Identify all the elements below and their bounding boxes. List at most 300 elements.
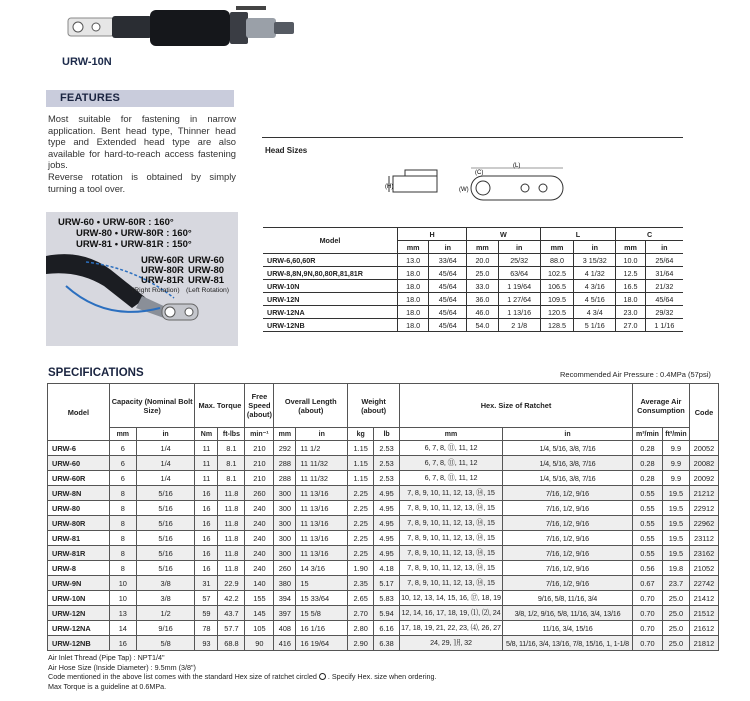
spec-cell: 11 13/16 bbox=[296, 546, 348, 561]
head-size-cell: 18.0 bbox=[616, 293, 645, 306]
spec-cell: 11 1/2 bbox=[296, 441, 348, 456]
head-size-model: URW-12NB bbox=[263, 319, 397, 332]
spec-cell: 7, 8, 9, 10, 11, 12, 13, ⑭, 15 bbox=[400, 531, 503, 546]
head-size-cell: 18.0 bbox=[397, 319, 429, 332]
spec-col-weight: Weight (about) bbox=[348, 384, 400, 428]
spec-col-air: Average Air Consumption bbox=[632, 384, 689, 428]
spec-cell: 6, 7, 8, ⑪, 11, 12 bbox=[400, 456, 503, 471]
spec-cell: 300 bbox=[274, 531, 296, 546]
spec-model: URW-12N bbox=[48, 606, 110, 621]
head-size-row bbox=[263, 319, 683, 332]
head-size-cell: 27.0 bbox=[616, 319, 645, 332]
head-size-cell: 45/64 bbox=[645, 293, 683, 306]
spec-unit: in bbox=[503, 428, 633, 441]
head-size-cell: 33/64 bbox=[429, 254, 467, 267]
spec-cell: 0.56 bbox=[632, 561, 662, 576]
tool-photo bbox=[60, 4, 300, 52]
head-unit: mm bbox=[467, 241, 499, 254]
spec-model: URW-6 bbox=[48, 441, 110, 456]
spec-cell: 0.70 bbox=[632, 636, 662, 651]
spec-cell: 22742 bbox=[689, 576, 718, 591]
spec-cell: 1/4 bbox=[136, 456, 195, 471]
spec-cell: 21052 bbox=[689, 561, 718, 576]
spec-cell: 23112 bbox=[689, 531, 718, 546]
spec-cell: 7, 8, 9, 10, 11, 12, 13, ⑭, 15 bbox=[400, 561, 503, 576]
spec-cell: 4.95 bbox=[374, 501, 400, 516]
spec-cell: 2.53 bbox=[374, 471, 400, 486]
spec-row bbox=[48, 531, 719, 546]
spec-cell: 7, 8, 9, 10, 11, 12, 13, ⑭, 15 bbox=[400, 486, 503, 501]
spec-cell: 5/8 bbox=[136, 636, 195, 651]
spec-cell: 210 bbox=[245, 471, 274, 486]
spec-cell: 11.8 bbox=[218, 561, 245, 576]
spec-cell: 11 13/16 bbox=[296, 531, 348, 546]
right-model-2: URW-80 bbox=[188, 265, 225, 276]
spec-cell: 2.53 bbox=[374, 441, 400, 456]
spec-cell: 43.7 bbox=[218, 606, 245, 621]
spec-cell: 10 bbox=[109, 591, 136, 606]
spec-cell: 155 bbox=[245, 591, 274, 606]
angle-line-2: URW-80 • URW-80R : 160° bbox=[76, 228, 192, 239]
head-sizes-body bbox=[263, 254, 683, 332]
spec-cell: 16 bbox=[195, 516, 218, 531]
spec-cell: 0.28 bbox=[632, 456, 662, 471]
spec-cell: 14 bbox=[109, 621, 136, 636]
spec-cell: 5/8, 11/16, 3/4, 13/16, 7/8, 15/16, 1, 1-1/8 bbox=[503, 636, 633, 651]
spec-cell: 5.17 bbox=[374, 576, 400, 591]
spec-cell: 7/16, 1/2, 9/16 bbox=[503, 531, 633, 546]
spec-cell: 2.80 bbox=[348, 621, 374, 636]
spec-cell: 5.94 bbox=[374, 606, 400, 621]
head-size-cell: 36.0 bbox=[467, 293, 499, 306]
spec-cell: 0.55 bbox=[632, 501, 662, 516]
spec-cell: 288 bbox=[274, 471, 296, 486]
spec-cell: 0.70 bbox=[632, 606, 662, 621]
spec-cell: 1.15 bbox=[348, 456, 374, 471]
head-size-cell: 4 3/16 bbox=[574, 280, 616, 293]
spec-cell: 68.8 bbox=[218, 636, 245, 651]
spec-cell: 6, 7, 8, ⑪, 11, 12 bbox=[400, 441, 503, 456]
spec-cell: 9/16, 5/8, 11/16, 3/4 bbox=[503, 591, 633, 606]
spec-unit: mm bbox=[400, 428, 503, 441]
spec-row bbox=[48, 591, 719, 606]
head-size-cell: 4 5/16 bbox=[574, 293, 616, 306]
spec-cell: 6 bbox=[109, 441, 136, 456]
head-col-model: Model bbox=[263, 228, 397, 254]
spec-cell: 8.1 bbox=[218, 456, 245, 471]
spec-cell: 19.5 bbox=[662, 501, 689, 516]
spec-cell: 21612 bbox=[689, 621, 718, 636]
spec-unit: mm bbox=[274, 428, 296, 441]
head-size-cell: 16.5 bbox=[616, 280, 645, 293]
head-size-cell: 4 1/32 bbox=[574, 267, 616, 280]
spec-cell: 140 bbox=[245, 576, 274, 591]
spec-cell: 93 bbox=[195, 636, 218, 651]
spec-model: URW-12NA bbox=[48, 621, 110, 636]
specifications-table bbox=[47, 383, 719, 651]
spec-cell: 19.5 bbox=[662, 516, 689, 531]
spec-cell: 25.0 bbox=[662, 591, 689, 606]
spec-cell: 1/2 bbox=[136, 606, 195, 621]
spec-cell: 16 19/64 bbox=[296, 636, 348, 651]
head-size-cell: 25/32 bbox=[498, 254, 540, 267]
head-size-cell: 3 15/32 bbox=[574, 254, 616, 267]
spec-unit: in bbox=[136, 428, 195, 441]
head-size-cell: 25.0 bbox=[467, 267, 499, 280]
spec-cell: 8 bbox=[109, 561, 136, 576]
spec-unit: mm bbox=[109, 428, 136, 441]
head-col-c: C bbox=[616, 228, 683, 241]
spec-cell: 288 bbox=[274, 456, 296, 471]
head-size-model: URW-12N bbox=[263, 293, 397, 306]
spec-cell: 7/16, 1/2, 9/16 bbox=[503, 486, 633, 501]
diagram-label-c: (C) bbox=[475, 170, 484, 176]
spec-cell: 11 13/16 bbox=[296, 486, 348, 501]
spec-cell: 16 bbox=[195, 531, 218, 546]
spec-row bbox=[48, 636, 719, 651]
spec-cell: 22962 bbox=[689, 516, 718, 531]
angle-line-1: URW-60 • URW-60R : 160° bbox=[58, 217, 174, 228]
spec-cell: 20092 bbox=[689, 471, 718, 486]
spec-model: URW-81 bbox=[48, 531, 110, 546]
head-sizes-rule bbox=[262, 137, 683, 138]
head-size-cell: 1 1/16 bbox=[645, 319, 683, 332]
spec-cell: 7/16, 1/2, 9/16 bbox=[503, 501, 633, 516]
spec-row bbox=[48, 516, 719, 531]
head-col-l: L bbox=[540, 228, 616, 241]
spec-col-free-speed: Free Speed (about) bbox=[245, 384, 274, 428]
spec-cell: 6 bbox=[109, 456, 136, 471]
head-size-cell: 1 13/16 bbox=[498, 306, 540, 319]
spec-row bbox=[48, 486, 719, 501]
spec-col-model: Model bbox=[48, 384, 110, 441]
spec-cell: 23162 bbox=[689, 546, 718, 561]
angle-line-3: URW-81 • URW-81R : 150° bbox=[76, 239, 192, 250]
footnote-code-note-b: . Specify Hex. size when ordering. bbox=[327, 672, 437, 681]
head-size-cell: 1 19/64 bbox=[498, 280, 540, 293]
head-col-h: H bbox=[397, 228, 466, 241]
spec-model: URW-80R bbox=[48, 516, 110, 531]
spec-cell: 57.7 bbox=[218, 621, 245, 636]
spec-cell: 5/16 bbox=[136, 561, 195, 576]
head-unit: in bbox=[574, 241, 616, 254]
spec-row bbox=[48, 606, 719, 621]
spec-cell: 16 bbox=[195, 546, 218, 561]
head-size-cell: 18.0 bbox=[397, 293, 429, 306]
spec-cell: 8 bbox=[109, 546, 136, 561]
spec-cell: 57 bbox=[195, 591, 218, 606]
spec-cell: 0.70 bbox=[632, 591, 662, 606]
head-size-cell: 109.5 bbox=[540, 293, 574, 306]
head-size-cell: 88.0 bbox=[540, 254, 574, 267]
spec-cell: 416 bbox=[274, 636, 296, 651]
left-rotation-label: (Left Rotation) bbox=[186, 287, 230, 294]
head-size-cell: 4 3/4 bbox=[574, 306, 616, 319]
spec-cell: 11.8 bbox=[218, 546, 245, 561]
spec-unit: min⁻¹ bbox=[245, 428, 274, 441]
spec-unit: Nm bbox=[195, 428, 218, 441]
spec-cell: 300 bbox=[274, 516, 296, 531]
spec-cell: 1/4, 5/16, 3/8, 7/16 bbox=[503, 441, 633, 456]
spec-cell: 11/16, 3/4, 15/16 bbox=[503, 621, 633, 636]
head-size-row bbox=[263, 306, 683, 319]
spec-cell: 5/16 bbox=[136, 531, 195, 546]
diagram-label-h: (H) bbox=[385, 184, 394, 190]
head-size-cell: 10.0 bbox=[616, 254, 645, 267]
spec-cell: 11 13/16 bbox=[296, 516, 348, 531]
head-size-row bbox=[263, 293, 683, 306]
head-sizes-table bbox=[263, 227, 683, 332]
spec-cell: 22.9 bbox=[218, 576, 245, 591]
spec-cell: 9.9 bbox=[662, 441, 689, 456]
head-size-diagram bbox=[385, 162, 575, 216]
spec-model: URW-10N bbox=[48, 591, 110, 606]
spec-row bbox=[48, 471, 719, 486]
spec-cell: 145 bbox=[245, 606, 274, 621]
spec-cell: 0.28 bbox=[632, 471, 662, 486]
head-size-cell: 33.0 bbox=[467, 280, 499, 293]
spec-cell: 0.55 bbox=[632, 516, 662, 531]
spec-cell: 16 bbox=[195, 501, 218, 516]
features-heading-bar bbox=[46, 90, 234, 107]
spec-col-hex: Hex. Size of Ratchet bbox=[400, 384, 633, 428]
head-sizes-title: Head Sizes bbox=[265, 146, 308, 155]
head-size-cell: 31/64 bbox=[645, 267, 683, 280]
spec-cell: 11 11/32 bbox=[296, 456, 348, 471]
right-rotation-label: (Right Rotation) bbox=[132, 287, 180, 294]
head-size-cell: 18.0 bbox=[397, 267, 429, 280]
spec-cell: 394 bbox=[274, 591, 296, 606]
spec-cell: 397 bbox=[274, 606, 296, 621]
spec-cell: 25.0 bbox=[662, 606, 689, 621]
spec-unit: ft³/min bbox=[662, 428, 689, 441]
spec-cell: 0.55 bbox=[632, 486, 662, 501]
head-size-cell: 25/64 bbox=[645, 254, 683, 267]
head-size-model: URW-8,8N,9N,80,80R,81,81R bbox=[263, 267, 397, 280]
spec-cell: 16 bbox=[109, 636, 136, 651]
spec-cell: 260 bbox=[274, 561, 296, 576]
head-size-cell: 45/64 bbox=[429, 306, 467, 319]
spec-cell: 0.70 bbox=[632, 621, 662, 636]
spec-cell: 3/8 bbox=[136, 591, 195, 606]
spec-cell: 13 bbox=[109, 606, 136, 621]
head-size-model: URW-10N bbox=[263, 280, 397, 293]
spec-cell: 42.2 bbox=[218, 591, 245, 606]
angle-panel bbox=[46, 212, 238, 346]
spec-model: URW-81R bbox=[48, 546, 110, 561]
spec-unit: ft-lbs bbox=[218, 428, 245, 441]
left-model-2: URW-80R bbox=[141, 265, 184, 276]
spec-cell: 2.25 bbox=[348, 546, 374, 561]
spec-cell: 7/16, 1/2, 9/16 bbox=[503, 576, 633, 591]
spec-cell: 8.1 bbox=[218, 471, 245, 486]
spec-cell: 4.95 bbox=[374, 516, 400, 531]
spec-cell: 1/4, 5/16, 3/8, 7/16 bbox=[503, 456, 633, 471]
spec-cell: 12, 14, 16, 17, 18, 19, ⑴, ⑵, 24 bbox=[400, 606, 503, 621]
head-size-cell: 23.0 bbox=[616, 306, 645, 319]
spec-cell: 1/4 bbox=[136, 471, 195, 486]
spec-model: URW-8N bbox=[48, 486, 110, 501]
head-unit: in bbox=[429, 241, 467, 254]
head-size-model: URW-6,60,60R bbox=[263, 254, 397, 267]
spec-row bbox=[48, 621, 719, 636]
spec-cell: 6.38 bbox=[374, 636, 400, 651]
footnote-air-inlet: Air Inlet Thread (Pipe Tap) : NPT1/4" bbox=[48, 653, 165, 662]
spec-cell: 2.25 bbox=[348, 501, 374, 516]
spec-cell: 21212 bbox=[689, 486, 718, 501]
spec-cell: 9.9 bbox=[662, 471, 689, 486]
right-model-3: URW-81 bbox=[188, 275, 225, 286]
spec-row bbox=[48, 576, 719, 591]
spec-model: URW-60R bbox=[48, 471, 110, 486]
spec-cell: 24, 29, ㋀, 32 bbox=[400, 636, 503, 651]
spec-cell: 6.16 bbox=[374, 621, 400, 636]
spec-cell: 11.8 bbox=[218, 531, 245, 546]
spec-unit: kg bbox=[348, 428, 374, 441]
features-paragraph-2: Reverse rotation is obtained by simply turning a tool over. bbox=[48, 170, 236, 194]
spec-cell: 2.70 bbox=[348, 606, 374, 621]
spec-cell: 5/16 bbox=[136, 546, 195, 561]
spec-cell: 20082 bbox=[689, 456, 718, 471]
spec-cell: 300 bbox=[274, 501, 296, 516]
head-unit: in bbox=[498, 241, 540, 254]
spec-model: URW-8 bbox=[48, 561, 110, 576]
diagram-label-w: (W) bbox=[459, 187, 469, 193]
head-unit: in bbox=[645, 241, 683, 254]
spec-cell: 21412 bbox=[689, 591, 718, 606]
spec-cell: 0.55 bbox=[632, 531, 662, 546]
head-size-row bbox=[263, 254, 683, 267]
spec-cell: 9/16 bbox=[136, 621, 195, 636]
spec-cell: 4.18 bbox=[374, 561, 400, 576]
spec-cell: 59 bbox=[195, 606, 218, 621]
footnotes bbox=[48, 653, 437, 691]
spec-model: URW-80 bbox=[48, 501, 110, 516]
diagram-label-l: (L) bbox=[513, 163, 521, 169]
spec-cell: 5/16 bbox=[136, 486, 195, 501]
spec-cell: 6, 7, 8, ⑪, 11, 12 bbox=[400, 471, 503, 486]
head-unit: mm bbox=[540, 241, 574, 254]
spec-cell: 105 bbox=[245, 621, 274, 636]
head-size-model: URW-12NA bbox=[263, 306, 397, 319]
spec-cell: 3/8 bbox=[136, 576, 195, 591]
spec-model: URW-12NB bbox=[48, 636, 110, 651]
spec-cell: 5/16 bbox=[136, 501, 195, 516]
spec-cell: 7/16, 1/2, 9/16 bbox=[503, 546, 633, 561]
product-model-caption: URW-10N bbox=[62, 56, 112, 68]
spec-cell: 11 13/16 bbox=[296, 501, 348, 516]
head-size-row bbox=[263, 267, 683, 280]
head-size-cell: 54.0 bbox=[467, 319, 499, 332]
spec-cell: 0.55 bbox=[632, 546, 662, 561]
spec-cell: 1/4, 5/16, 3/8, 7/16 bbox=[503, 471, 633, 486]
head-size-cell: 13.0 bbox=[397, 254, 429, 267]
spec-cell: 240 bbox=[245, 546, 274, 561]
head-size-cell: 18.0 bbox=[397, 280, 429, 293]
spec-cell: 2.90 bbox=[348, 636, 374, 651]
head-size-cell: 46.0 bbox=[467, 306, 499, 319]
spec-cell: 210 bbox=[245, 456, 274, 471]
spec-cell: 19.5 bbox=[662, 486, 689, 501]
spec-unit: in bbox=[296, 428, 348, 441]
spec-cell: 4.95 bbox=[374, 531, 400, 546]
spec-cell: 11.8 bbox=[218, 516, 245, 531]
spec-cell: 240 bbox=[245, 561, 274, 576]
spec-cell: 0.28 bbox=[632, 441, 662, 456]
spec-cell: 31 bbox=[195, 576, 218, 591]
spec-cell: 21512 bbox=[689, 606, 718, 621]
head-col-w: W bbox=[467, 228, 541, 241]
features-text bbox=[48, 113, 236, 194]
spec-cell: 210 bbox=[245, 441, 274, 456]
spec-cell: 292 bbox=[274, 441, 296, 456]
spec-cell: 90 bbox=[245, 636, 274, 651]
spec-col-length: Overall Length (about) bbox=[274, 384, 348, 428]
spec-cell: 7/16, 1/2, 9/16 bbox=[503, 516, 633, 531]
head-size-cell: 45/64 bbox=[429, 280, 467, 293]
spec-cell: 0.67 bbox=[632, 576, 662, 591]
head-size-cell: 21/32 bbox=[645, 280, 683, 293]
footnote-code-note bbox=[48, 672, 437, 682]
spec-cell: 8 bbox=[109, 516, 136, 531]
right-model-1: URW-60 bbox=[188, 255, 225, 266]
head-size-row bbox=[263, 280, 683, 293]
spec-cell: 2.65 bbox=[348, 591, 374, 606]
spec-unit: m³/min bbox=[632, 428, 662, 441]
head-size-cell: 18.0 bbox=[397, 306, 429, 319]
circle-mark-icon bbox=[319, 673, 326, 680]
spec-cell: 3/8, 1/2, 9/16, 5/8, 11/16, 3/4, 13/16 bbox=[503, 606, 633, 621]
spec-row bbox=[48, 546, 719, 561]
spec-cell: 11 bbox=[195, 441, 218, 456]
footnote-code-note-a: Code mentioned in the above list comes with the standard Hex size of ratchet circled bbox=[48, 672, 317, 681]
spec-cell: 2.25 bbox=[348, 531, 374, 546]
spec-cell: 21812 bbox=[689, 636, 718, 651]
head-size-cell: 106.5 bbox=[540, 280, 574, 293]
head-size-cell: 12.5 bbox=[616, 267, 645, 280]
spec-model: URW-60 bbox=[48, 456, 110, 471]
spec-cell: 16 bbox=[195, 561, 218, 576]
spec-cell: 11 bbox=[195, 456, 218, 471]
head-size-cell: 1 27/64 bbox=[498, 293, 540, 306]
spec-cell: 8 bbox=[109, 531, 136, 546]
footnote-torque-guideline: Max Torque is a guideline at 0.6MPa. bbox=[48, 681, 167, 691]
spec-cell: 7, 8, 9, 10, 11, 12, 13, ⑭, 15 bbox=[400, 576, 503, 591]
spec-cell: 8 bbox=[109, 486, 136, 501]
spec-cell: 10, 12, 13, 14, 15, 16, ⑰, 18, 19 bbox=[400, 591, 503, 606]
features-paragraph-1: Most suitable for fastening in narrow application. Bent head type, Thinner head type and Extended head type are also available for hard-to-reach access fastening jobs. bbox=[48, 113, 236, 171]
spec-cell: 8 bbox=[109, 501, 136, 516]
spec-row bbox=[48, 456, 719, 471]
spec-cell: 8.1 bbox=[218, 441, 245, 456]
footnote-hose-size: Air Hose Size (Inside Diameter) : 9.5mm (3/8") bbox=[48, 662, 196, 672]
head-size-cell: 29/32 bbox=[645, 306, 683, 319]
head-size-cell: 5 1/16 bbox=[574, 319, 616, 332]
spec-cell: 1.15 bbox=[348, 471, 374, 486]
spec-cell: 260 bbox=[245, 486, 274, 501]
head-size-cell: 45/64 bbox=[429, 293, 467, 306]
spec-cell: 19.5 bbox=[662, 531, 689, 546]
spec-cell: 11.8 bbox=[218, 486, 245, 501]
spec-cell: 11.8 bbox=[218, 501, 245, 516]
spec-cell: 22912 bbox=[689, 501, 718, 516]
spec-row bbox=[48, 501, 719, 516]
head-size-cell: 2 1/8 bbox=[498, 319, 540, 332]
head-size-cell: 45/64 bbox=[429, 267, 467, 280]
spec-cell: 11 11/32 bbox=[296, 471, 348, 486]
spec-cell: 10 bbox=[109, 576, 136, 591]
spec-cell: 19.5 bbox=[662, 546, 689, 561]
